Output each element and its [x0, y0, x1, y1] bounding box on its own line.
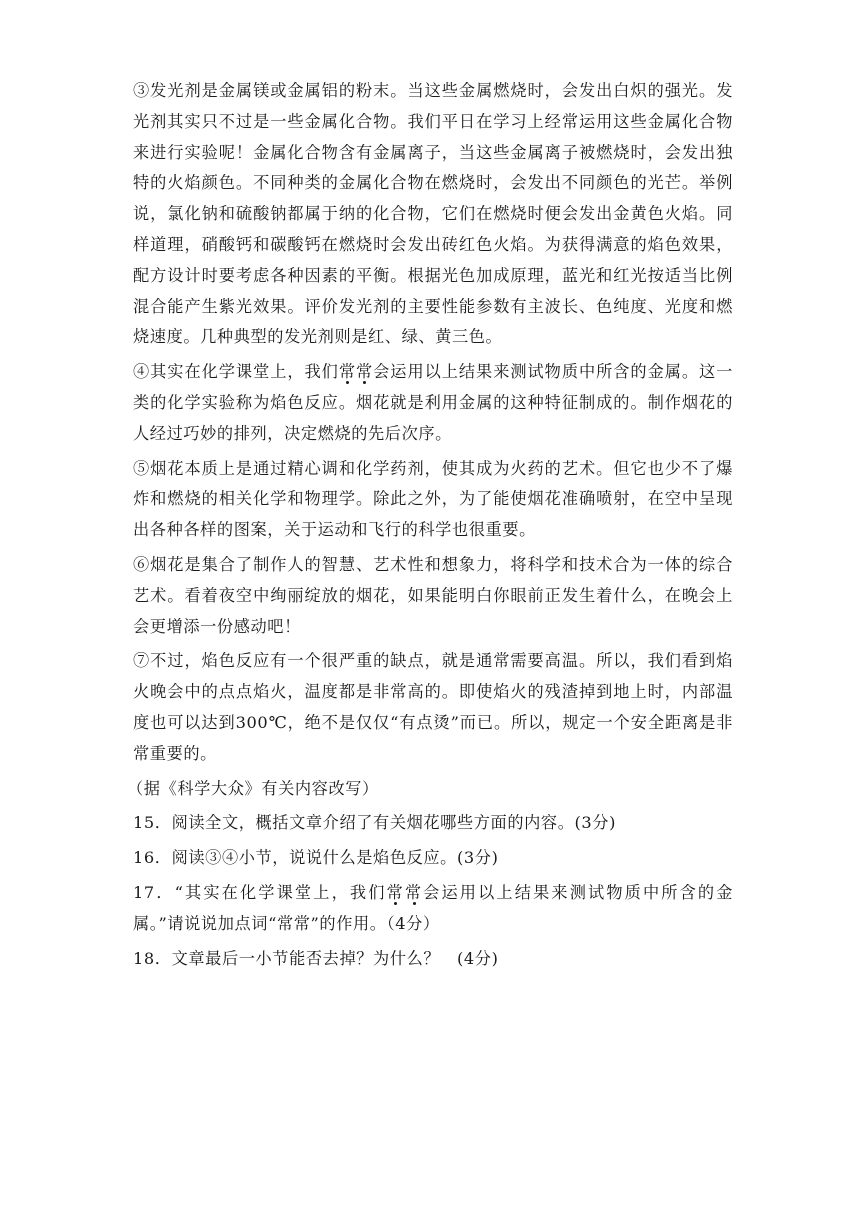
emphasis-dot-char-1: 常	[338, 362, 356, 382]
question-17-text-end: 会运用以上结果来测试物质中所含的金属。”请说说加点词“常常”的作用。（4分）	[133, 882, 734, 933]
question-17	[133, 878, 733, 940]
question-16: 16．阅读③④小节，说说什么是焰色反应。(3分)	[133, 848, 499, 868]
question-15: 15．阅读全文，概括文章介绍了有关烟花哪些方面的内容。(3分)	[133, 813, 617, 833]
paragraph-4-text-end: 会运用以上结果来测试物质中所含的金属。这一类的化学实验称为焰色反应。烟花就是利用金属的这种特征制成的。制作烟花的人经过巧妙的排列，决定燃烧的先后次序。	[133, 362, 733, 443]
paragraph-4-text-start: ④其实在化学课堂上，我们	[133, 362, 339, 382]
question-17-text-start: 17．“其实在化学课堂上，我们	[133, 882, 387, 902]
question-17-emphasis-dot-char-2: 常	[404, 882, 424, 902]
article-body	[127, 76, 734, 978]
question-17-emphasis-dot-char-1: 常	[386, 882, 405, 902]
source-note: （据《科学大众》有关内容改写）	[127, 778, 379, 798]
paragraph-3: ③发光剂是金属镁或金属铝的粉末。当这些金属燃烧时，会发出白炽的强光。发光剂其实只不过是一些金属化合物。我们平日在学习上经常运用这些金属化合物来进行实验呢！金属化合物含有金属离子，当这些金属离子被燃烧时，会发出独特的火焰颜色。不同种类的金属化合物在燃烧时，会发出不同颜色的光芒。举例说，氯化钠和硫酸钠都属于纳的化合物，它们在燃烧时便会发出金黄色火焰。同样道理，硝酸钙和碳酸钙在燃烧时会发出砖红色火焰。为获得满意的焰色效果，配方设计时要考虑各种因素的平衡。根据光色加成原理，蓝光和红光按适当比例混合能产生紫光效果。评价发光剂的主要性能参数有主波长、色纯度、光度和燃烧速度。几种典型的发光剂则是红、绿、黄三色。	[133, 81, 733, 347]
paragraph-6: ⑥烟花是集合了制作人的智慧、艺术性和想象力，将科学和技术合为一体的综合艺术。看着夜空中绚丽绽放的烟花，如果能明白你眼前正发生着什么，在晚会上会更增添一份感动吧！	[133, 554, 733, 636]
paragraph-7: ⑦不过，焰色反应有一个很严重的缺点，就是通常需要高温。所以，我们看到焰火晚会中的点点焰火，温度都是非常高的。即使焰火的残渣掉到地上时，内部温度也可以达到300℃，绝不是仅仅“有点烫”而已。所以，规定一个安全距离是非常重要的。	[133, 651, 733, 763]
paragraph-5: ⑤烟花本质上是通过精心调和化学药剂，使其成为火药的艺术。但它也少不了爆炸和燃烧的相关化学和物理学。除此之外，为了能使烟花准确喷射，在空中呈现出各种各样的图案，关于运动和飞行的科学也很重要。	[133, 458, 733, 540]
paragraph-4	[133, 357, 733, 449]
question-18: 18．文章最后一小节能否去掉？为什么？ (4分)	[133, 948, 499, 968]
emphasis-dot-char-2: 常	[355, 362, 374, 382]
